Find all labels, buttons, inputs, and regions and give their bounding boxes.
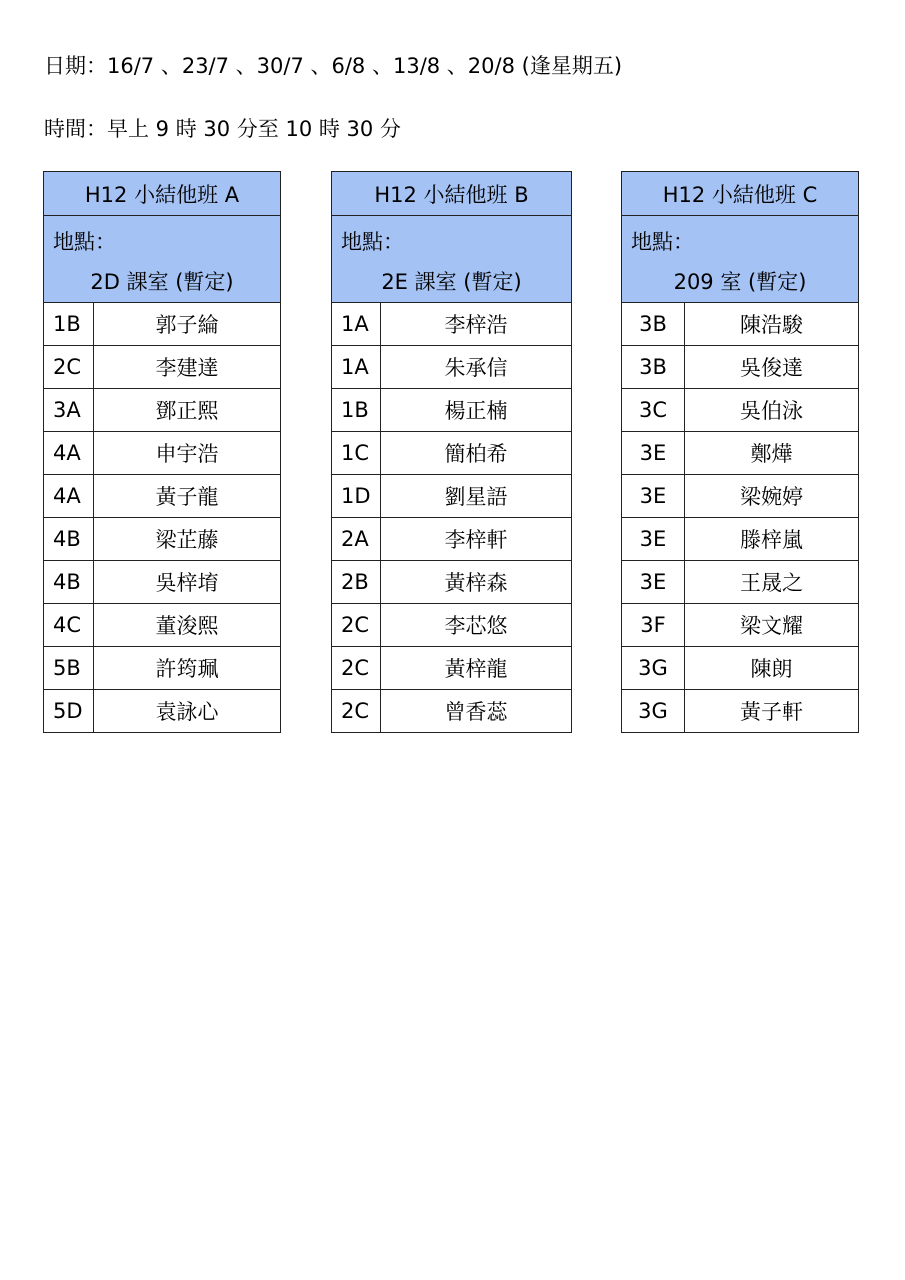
class-table-a: [43, 171, 281, 733]
student-name: 梁芷藤: [94, 518, 281, 561]
class-code: 3G: [622, 647, 685, 690]
student-name: 曾香蕊: [381, 690, 572, 733]
class-code: 2C: [332, 647, 381, 690]
class-code: 2C: [332, 690, 381, 733]
table-title: H12 小結他班 B: [332, 172, 572, 216]
table-row: [44, 346, 281, 389]
class-code: 3A: [44, 389, 94, 432]
student-name: 郭子綸: [94, 303, 281, 346]
class-code: 1A: [332, 303, 381, 346]
table-row: [44, 647, 281, 690]
location-value: 2E 課室 (暫定): [381, 270, 522, 294]
student-name: 黃子軒: [685, 690, 859, 733]
table-row: [44, 604, 281, 647]
table-row: [332, 475, 572, 518]
student-name: 董浚熙: [94, 604, 281, 647]
date-line: 日期：16/7 、23/7 、30/7 、6/8 、13/8 、20/8 (逢星期五): [44, 54, 623, 78]
table-row: [622, 690, 859, 733]
student-name: 袁詠心: [94, 690, 281, 733]
class-code: 4B: [44, 518, 94, 561]
location-label: 地點：: [341, 230, 404, 254]
class-code: 3E: [622, 475, 685, 518]
table-row: [44, 518, 281, 561]
table-row: [332, 690, 572, 733]
class-code: 3E: [622, 561, 685, 604]
class-table-b: [331, 171, 572, 733]
table-row: [44, 561, 281, 604]
table-row: [44, 432, 281, 475]
table-row: [44, 475, 281, 518]
class-code: 4C: [44, 604, 94, 647]
table-row: [332, 389, 572, 432]
class-code: 2B: [332, 561, 381, 604]
student-name: 吳俊達: [685, 346, 859, 389]
class-code: 5D: [44, 690, 94, 733]
student-name: 王晟之: [685, 561, 859, 604]
table-row: [622, 346, 859, 389]
location-value: 209 室 (暫定): [673, 270, 807, 294]
student-name: 李梓軒: [381, 518, 572, 561]
table-row: [332, 561, 572, 604]
class-code: 4A: [44, 432, 94, 475]
class-code: 3B: [622, 346, 685, 389]
table-row: [622, 389, 859, 432]
class-code: 2A: [332, 518, 381, 561]
student-name: 李建達: [94, 346, 281, 389]
table-row: [622, 647, 859, 690]
time-line: 時間：早上 9 時 30 分至 10 時 30 分: [44, 117, 401, 141]
table-row: [622, 518, 859, 561]
table-row: [622, 561, 859, 604]
class-code: 1B: [332, 389, 381, 432]
student-name: 陳浩駿: [685, 303, 859, 346]
student-name: 楊正楠: [381, 389, 572, 432]
location-label: 地點：: [53, 230, 116, 254]
student-name: 陳朗: [685, 647, 859, 690]
student-name: 梁文耀: [685, 604, 859, 647]
student-name: 黃梓森: [381, 561, 572, 604]
table-row: [332, 346, 572, 389]
student-name: 鄭燁: [685, 432, 859, 475]
student-name: 滕梓嵐: [685, 518, 859, 561]
student-name: 黃梓龍: [381, 647, 572, 690]
student-name: 吳伯泳: [685, 389, 859, 432]
table-row: [622, 604, 859, 647]
class-code: 3B: [622, 303, 685, 346]
table-row: [622, 475, 859, 518]
student-name: 簡柏希: [381, 432, 572, 475]
location-value: 2D 課室 (暫定): [90, 270, 234, 294]
class-code: 2C: [332, 604, 381, 647]
class-code: 1A: [332, 346, 381, 389]
table-row: [332, 303, 572, 346]
student-name: 李梓浩: [381, 303, 572, 346]
student-name: 許筠珮: [94, 647, 281, 690]
class-code: 4A: [44, 475, 94, 518]
table-row: [622, 432, 859, 475]
class-code: 3G: [622, 690, 685, 733]
table-row: [332, 647, 572, 690]
class-code: 1B: [44, 303, 94, 346]
class-code: 4B: [44, 561, 94, 604]
table-row: [332, 604, 572, 647]
class-code: 2C: [44, 346, 94, 389]
table-row: [332, 518, 572, 561]
student-name: 朱承信: [381, 346, 572, 389]
student-name: 吳梓堉: [94, 561, 281, 604]
student-name: 劉星語: [381, 475, 572, 518]
student-name: 鄧正熙: [94, 389, 281, 432]
location-cell: [622, 216, 859, 303]
class-code: 5B: [44, 647, 94, 690]
student-name: 申宇浩: [94, 432, 281, 475]
table-title: H12 小結他班 C: [622, 172, 859, 216]
class-code: 3C: [622, 389, 685, 432]
location-label: 地點：: [631, 230, 694, 254]
table-row: [44, 303, 281, 346]
class-table-c: [621, 171, 859, 733]
location-cell: [332, 216, 572, 303]
table-row: [622, 303, 859, 346]
table-row: [44, 389, 281, 432]
class-code: 3E: [622, 432, 685, 475]
table-row: [332, 432, 572, 475]
table-row: [44, 690, 281, 733]
class-code: 1C: [332, 432, 381, 475]
student-name: 黃子龍: [94, 475, 281, 518]
student-name: 李芯悠: [381, 604, 572, 647]
class-code: 3E: [622, 518, 685, 561]
student-name: 梁婉婷: [685, 475, 859, 518]
table-title: H12 小結他班 A: [44, 172, 281, 216]
location-cell: [44, 216, 281, 303]
class-code: 3F: [622, 604, 685, 647]
class-code: 1D: [332, 475, 381, 518]
